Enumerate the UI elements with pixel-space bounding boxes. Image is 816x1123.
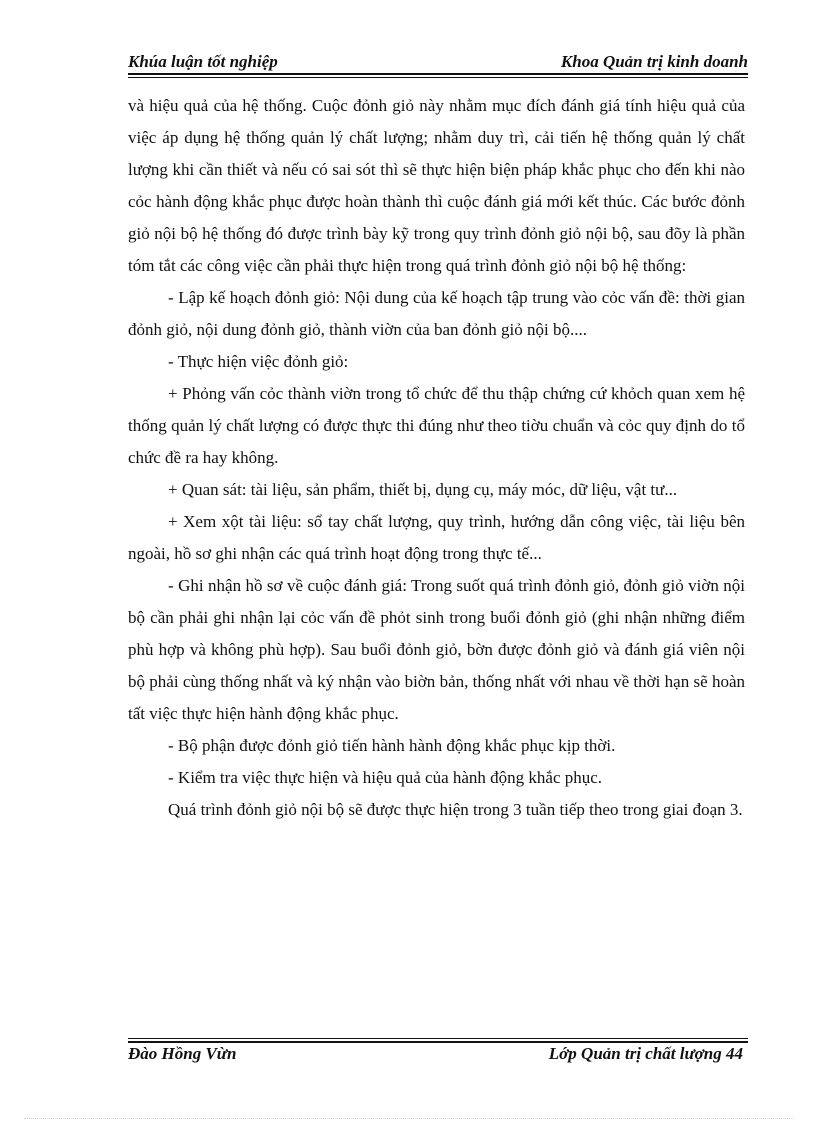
footer-class: Lớp Quản trị chất lượng 44 [548,1044,743,1063]
paragraph: và hiệu quả của hệ thống. Cuộc đỏnh giỏ này nhằm mục đích đánh giá tính hiệu quả của việc áp dụng hệ thống quản lý chất lượng; nhằm duy trì, cải tiến hệ thống quản lý chất lượng khi cần thiết và nếu có sai sót thì sẽ thực hiện biện pháp khắc phục cho đến khi nào cỏc hành động khắc phục được hoàn thành thì cuộc đánh giá mới kết thúc. Các bước đỏnh giỏ nội bộ hệ thống đó được trình bày kỹ trong quy trình đỏnh giỏ nội bộ, sau đõy là phần tóm tắt các công việc cần phải thực hiện trong quá trình đỏnh giỏ nội bộ hệ thống: [128,96,745,275]
footer-rule [128,1041,748,1043]
header-thesis-title: Khúa luận tốt nghiệp [128,52,278,71]
paragraph: - Lập kế hoạch đỏnh giỏ: Nội dung của kế hoạch tập trung vào cỏc vấn đề: thời gian đỏnh giỏ, nội dung đỏnh giỏ, thành viờn của ban đỏnh giỏ nội bộ.... [128,288,745,339]
paragraph: - Ghi nhận hồ sơ về cuộc đánh giá: Trong suốt quá trình đỏnh giỏ, đỏnh giỏ viờn nội bộ cần phải ghi nhận lại cỏc vấn đề phỏt sinh trong buổi đỏnh giỏ (ghi nhận những điểm phù hợp và không phù hợp). Sau buổi đỏnh giỏ, bờn được đỏnh giỏ và đánh giá viên nội bộ phải cùng thống nhất và ký nhận vào biờn bản, thống nhất với nhau về thời hạn sẽ hoàn tất việc thực hiện hành động khắc phục. [128,576,745,723]
page-body [128,90,745,826]
header-faculty: Khoa Quản trị kinh doanh [560,52,748,71]
footer-rule-thin [128,1038,748,1039]
page-bottom-border [24,1118,794,1119]
paragraph: - Bộ phận được đỏnh giỏ tiến hành hành động khắc phục kịp thời. [168,736,616,755]
page-footer [128,1044,743,1064]
paragraph: - Kiểm tra việc thực hiện và hiệu quả của hành động khắc phục. [168,768,603,787]
paragraph: Quá trình đỏnh giỏ nội bộ sẽ được thực hiện trong 3 tuần tiếp theo trong giai đoạn 3. [168,800,743,819]
page-header [128,48,748,72]
paragraph: + Xem xột tài liệu: sổ tay chất lượng, quy trình, hướng dẫn công việc, tài liệu bên ngoài, hồ sơ ghi nhận các quá trình hoạt động trong thực tế... [128,512,745,563]
footer-author: Đào Hồng Vừn [128,1044,237,1063]
paragraph: - Thực hiện việc đỏnh giỏ: [168,352,349,371]
paragraph: + Phỏng vấn cỏc thành viờn trong tổ chức để thu thập chứng cứ khỏch quan xem hệ thống quản lý chất lượng có được thực thi đúng như theo tiờu chuẩn và cỏc quy định do tổ chức đề ra hay không. [128,384,745,467]
paragraph: + Quan sát: tài liệu, sản phẩm, thiết bị, dụng cụ, máy móc, dữ liệu, vật tư... [168,480,678,499]
header-rule [128,73,748,75]
header-rule-thin [128,77,748,78]
